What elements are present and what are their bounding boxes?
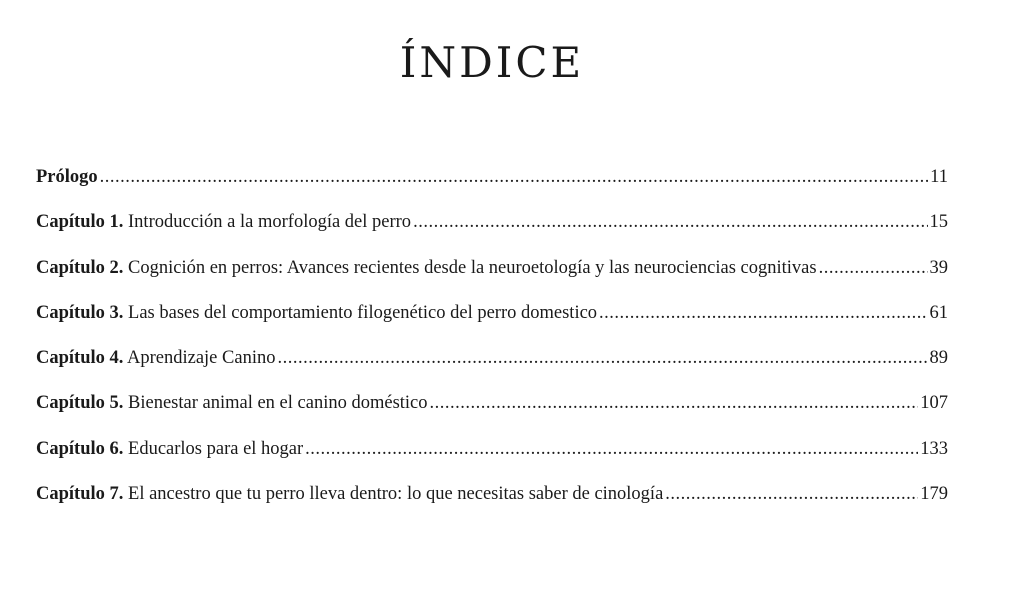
- toc-leader-dots: [819, 258, 928, 279]
- toc-page-number: 11: [930, 167, 948, 187]
- toc-entry-prologo: [36, 167, 948, 212]
- toc-entry-prefix: Capítulo 4.: [36, 348, 124, 369]
- page-title: ÍNDICE: [399, 38, 585, 87]
- toc-page-number: 15: [929, 212, 948, 233]
- toc-entry-prefix: Capítulo 5.: [36, 393, 124, 414]
- toc-entry-prefix: Capítulo 6.: [36, 438, 124, 459]
- toc-entry-title: El ancestro que tu perro lleva dentro: lo que necesitas saber de cinología: [128, 484, 664, 505]
- toc-entry-prefix: Prólogo: [36, 167, 98, 187]
- toc-entry-title: Cognición en perros: Avances recientes desde la neuroetología y las neurociencias cognitivas: [128, 257, 817, 278]
- toc-entry-prefix: Capítulo 1.: [36, 212, 124, 233]
- toc-entry-chapter-4: [36, 348, 948, 393]
- toc-leader-dots: [305, 439, 918, 460]
- toc-leader-dots: [413, 212, 927, 233]
- toc-entry-chapter-3: [36, 303, 948, 348]
- toc-page-number: 179: [920, 484, 948, 505]
- toc-leader-dots: [430, 393, 919, 414]
- toc-entry-prefix: Capítulo 3.: [36, 302, 124, 323]
- toc-leader-dots: [599, 303, 927, 324]
- toc-entry-chapter-6: [36, 439, 948, 484]
- toc-entry-chapter-7: [36, 484, 948, 529]
- toc-page-number: 89: [929, 348, 948, 369]
- toc-entry-title: Las bases del comportamiento filogenético del perro domestico: [128, 302, 598, 323]
- toc-leader-dots: [665, 484, 918, 505]
- toc-entry-title: Introducción a la morfología del perro: [128, 212, 412, 233]
- toc-entry-title: Bienestar animal en el canino doméstico: [128, 393, 428, 414]
- toc-page-number: 107: [920, 393, 948, 414]
- toc-entry-title: Aprendizaje Canino: [127, 348, 276, 369]
- toc-entry-prefix: Capítulo 2.: [36, 257, 124, 278]
- toc-page-number: 39: [929, 257, 948, 278]
- toc-entry-chapter-2: [36, 258, 948, 303]
- toc-page-number: 61: [929, 302, 948, 323]
- toc-page-number: 133: [920, 438, 948, 459]
- toc-entry-prefix: Capítulo 7.: [36, 484, 124, 505]
- toc-entry-title: Educarlos para el hogar: [128, 438, 304, 459]
- toc-leader-dots: [277, 348, 927, 369]
- toc-entry-chapter-1: [36, 212, 948, 257]
- toc-entry-chapter-5: [36, 393, 948, 438]
- table-of-contents: [36, 167, 948, 529]
- toc-leader-dots: [100, 167, 929, 188]
